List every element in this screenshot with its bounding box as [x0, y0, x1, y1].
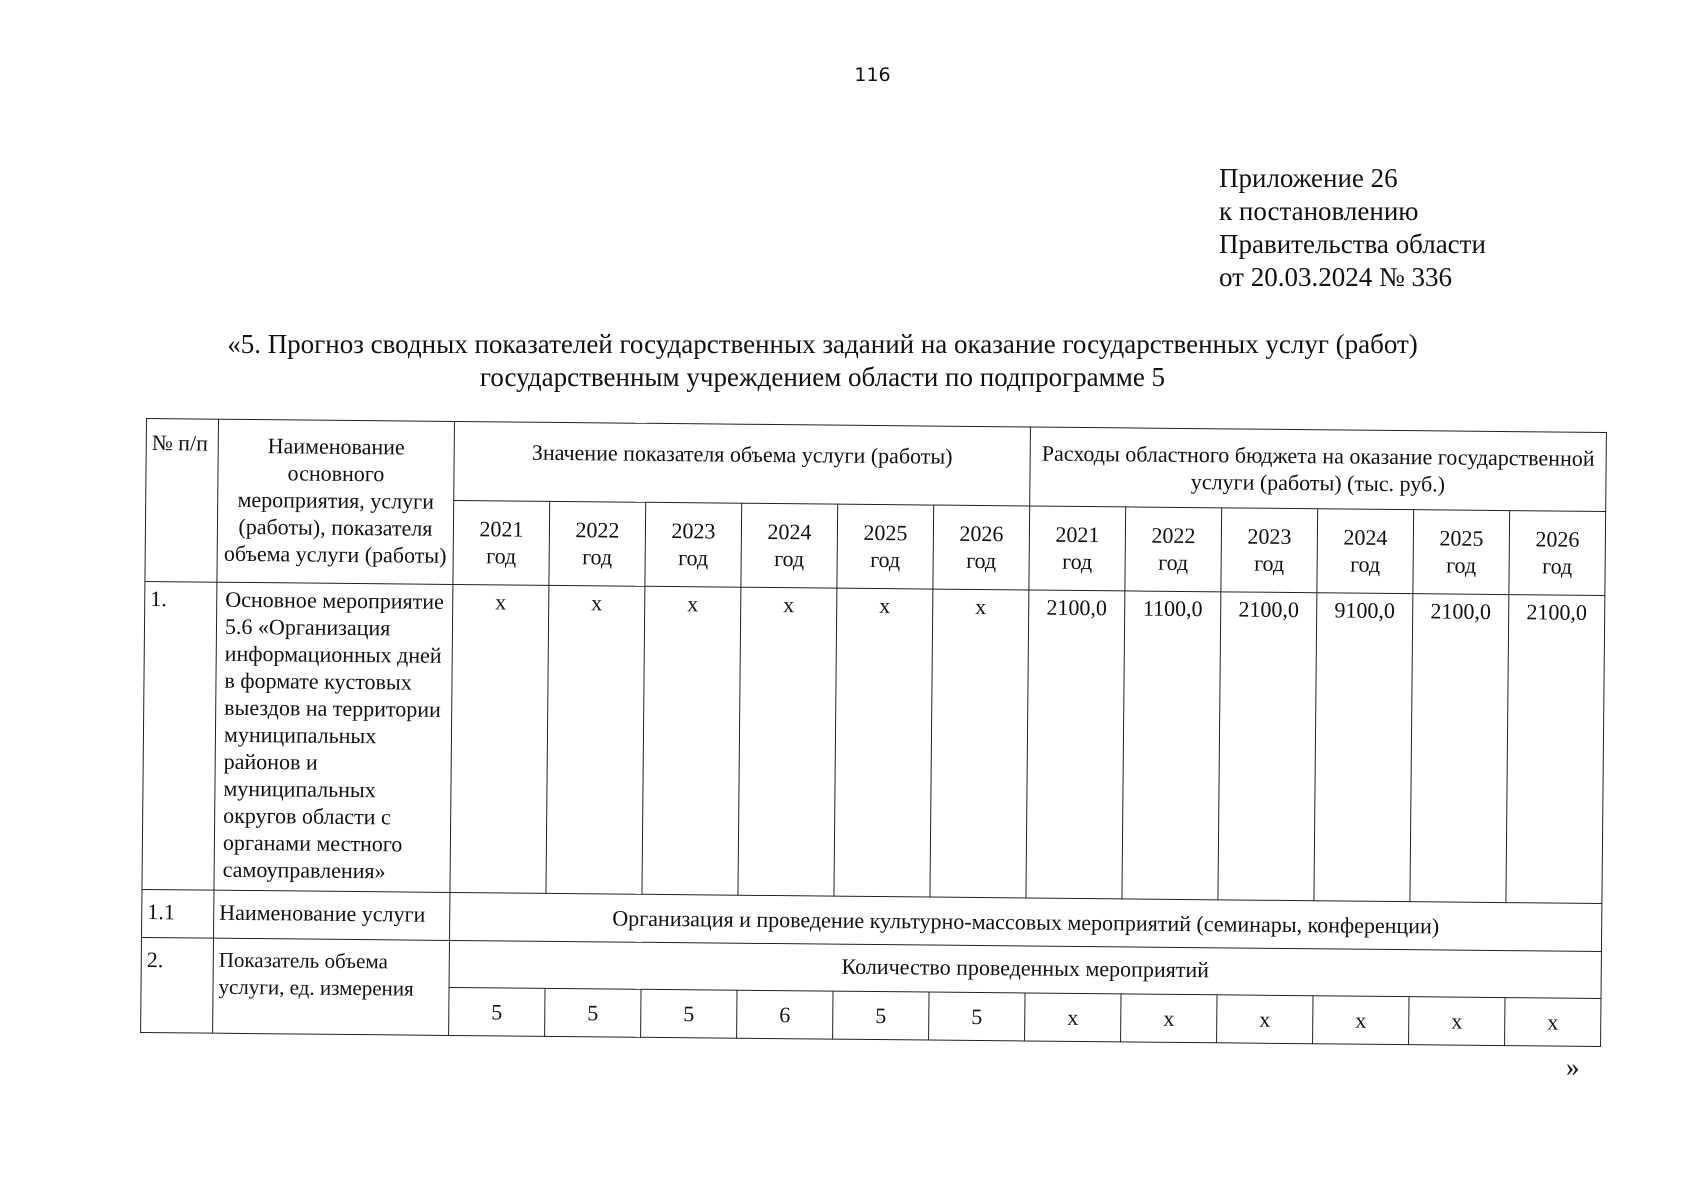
- row3-expense-2022: х: [1121, 994, 1217, 1043]
- appendix-line-4: от 20.03.2024 № 336: [1219, 262, 1452, 292]
- row3-num: 2.: [141, 938, 214, 1033]
- expense-year-2024: 2024 год: [1317, 508, 1414, 593]
- volume-year-2024: 2024 год: [741, 503, 838, 588]
- row1-expense-2023: 2100,0: [1218, 592, 1317, 901]
- row3-volume-2024: 6: [737, 990, 833, 1039]
- forecast-table: [140, 418, 1607, 1047]
- appendix-line-1: Приложение 26: [1219, 163, 1398, 193]
- row1-num: 1.: [142, 582, 217, 891]
- appendix-line-2: к постановлению: [1219, 196, 1419, 226]
- expense-year-2023: 2023 год: [1221, 507, 1318, 592]
- header-name: Наименование основного мероприятия, услуги (работы), показателя объема услуги (работы): [217, 419, 455, 584]
- row1-volume-2023: х: [642, 586, 741, 895]
- row1-volume-2021: х: [450, 585, 549, 894]
- title-line-1: «5. Прогноз сводных показателей государственных заданий на оказание государственных услуг (работ): [227, 329, 1418, 359]
- expense-year-2021: 2021 год: [1029, 505, 1126, 590]
- row1-name: Основное мероприятие 5.6 «Организация информационных дней в формате кустовых выездов на территории муниципальных районов и муниципальных округов области с органами местного самоуправления»: [214, 582, 453, 892]
- header-num: № п/п: [145, 419, 219, 583]
- table-row-1: [142, 582, 1605, 904]
- row2-num: 1.1: [142, 890, 214, 939]
- row1-volume-2026: х: [930, 589, 1029, 898]
- row1-volume-2025: х: [834, 588, 933, 897]
- expense-year-2022: 2022 год: [1125, 506, 1222, 591]
- row3-volume-2026: 5: [929, 992, 1025, 1041]
- appendix-block: [1219, 162, 1486, 294]
- volume-year-2021: 2021 год: [453, 500, 550, 585]
- row1-expense-2022: 1100,0: [1122, 591, 1221, 900]
- row3-volume-2025: 5: [833, 991, 929, 1040]
- row3-volume-2021: 5: [449, 987, 545, 1036]
- volume-year-2025: 2025 год: [837, 504, 934, 589]
- row3-expense-2026: х: [1505, 997, 1601, 1046]
- row3-expense-2025: х: [1409, 996, 1505, 1045]
- row2-service-name: Организация и проведение культурно-массовых мероприятий (семинары, конференции): [449, 892, 1601, 951]
- expense-year-2026: 2026 год: [1509, 510, 1606, 595]
- row3-expense-2021: х: [1025, 993, 1121, 1042]
- header-volume-group: Значение показателя объема услуги (работы): [454, 421, 1031, 505]
- row3-volume-2023: 5: [641, 989, 737, 1038]
- volume-year-2023: 2023 год: [645, 502, 742, 587]
- document-title: [150, 328, 1495, 394]
- row1-volume-2024: х: [738, 587, 837, 896]
- row3-volume-2022: 5: [545, 988, 641, 1037]
- row3-label: Показатель объема услуги, ед. измерения: [213, 939, 450, 1036]
- header-expense-group: Расходы областного бюджета на оказание государственной услуги (работы) (тыс. руб.): [1030, 427, 1607, 511]
- row3-indicator: Количество проведенных мероприятий: [449, 941, 1601, 998]
- volume-year-2026: 2026 год: [933, 505, 1030, 590]
- page-number: 116: [854, 64, 891, 86]
- row1-expense-2024: 9100,0: [1314, 593, 1413, 902]
- row1-expense-2026: 2100,0: [1506, 595, 1605, 904]
- row3-expense-2023: х: [1217, 994, 1313, 1043]
- title-line-2: государственным учреждением области по подпрограмме 5: [479, 362, 1166, 392]
- volume-year-2022: 2022 год: [549, 501, 646, 586]
- closing-quote: »: [1566, 1052, 1580, 1082]
- row1-expense-2021: 2100,0: [1026, 590, 1125, 899]
- expense-year-2025: 2025 год: [1413, 509, 1510, 594]
- appendix-line-3: Правительства области: [1219, 229, 1486, 259]
- row1-volume-2022: х: [546, 585, 645, 894]
- row3-expense-2024: х: [1313, 995, 1409, 1044]
- row2-label: Наименование услуги: [214, 890, 450, 941]
- row1-expense-2025: 2100,0: [1410, 594, 1509, 903]
